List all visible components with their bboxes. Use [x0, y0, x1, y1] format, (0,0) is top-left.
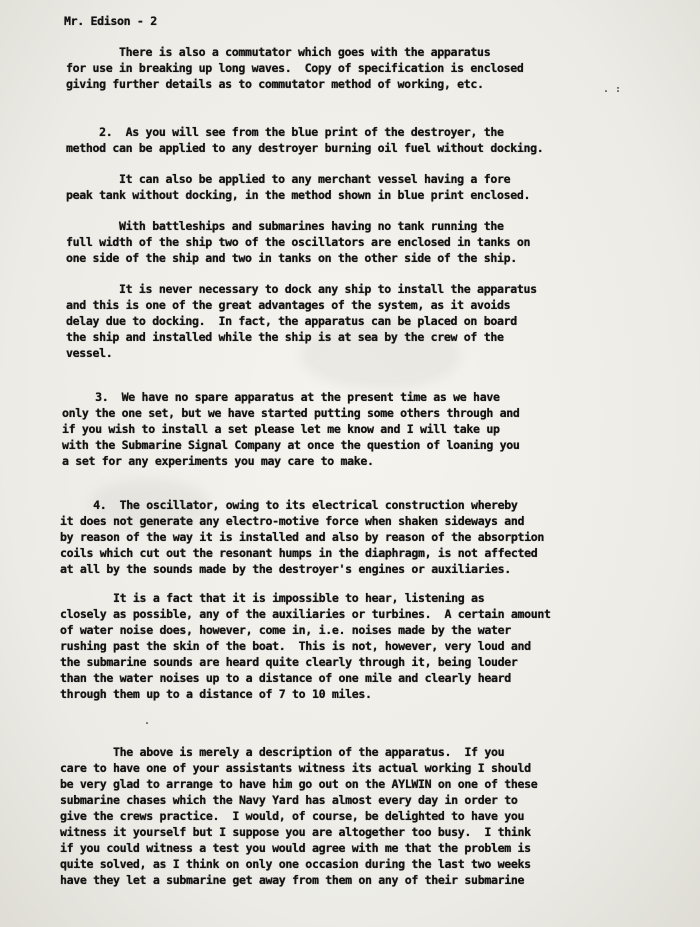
text-line: There is also a commutator which goes with the apparatus [66, 45, 491, 59]
text-line: It is a fact that it is impossible to hear, listening as [60, 591, 485, 605]
text-line: full width of the ship two of the oscillators are enclosed in tanks on [66, 235, 531, 249]
text-line: rushing past the skin of the boat. This is not, however, very loud and [60, 639, 531, 653]
text-line: With battleships and submarines having no tank running the [66, 219, 504, 233]
text-line: peak tank without docking, in the method shown in blue print enclosed. [66, 188, 531, 202]
text-line: witness it yourself but I suppose you are altogether too busy. I think [60, 825, 531, 839]
text-line: 2. As you will see from the blue print of the destroyer, the [66, 125, 504, 139]
text-line: be very glad to arrange to have him go out on the AYLWIN on one of these [60, 777, 538, 791]
text-line: a set for any experiments you may care to make. [62, 454, 374, 468]
text-line: only the one set, but we have started putting some others through and [62, 406, 520, 420]
text-line: 4. The oscillator, owing to its electrical construction whereby [60, 498, 518, 512]
text-line: for use in breaking up long waves. Copy of specification is enclosed [66, 61, 524, 75]
text-line: quite solved, as I think on only one occasion during the last two weeks [60, 857, 531, 871]
text-line: closely as possible, any of the auxiliaries or turbines. A certain amount [60, 607, 551, 621]
stray-mark: . : [603, 84, 622, 95]
text-line: It can also be applied to any merchant vessel having a fore [66, 172, 511, 186]
text-line: if you could witness a test you would agree with me that the problem is [60, 841, 531, 855]
text-line: submarine chases which the Navy Yard has almost every day in order to [60, 793, 518, 807]
text-line: the submarine sounds are heard quite clearly through it, being louder [60, 655, 518, 669]
text-line: through them up to a distance of 7 to 10 miles. [60, 687, 372, 701]
text-line: coils which cut out the resonant humps in the diaphragm, is not affected [60, 546, 538, 560]
text-line: the ship and installed while the ship is at sea by the crew of the [66, 330, 504, 344]
text-line: It is never necessary to dock any ship to install the apparatus [66, 282, 537, 296]
text-line: if you wish to install a set please let me know and I will take up [62, 422, 500, 436]
text-line: give the crews practice. I would, of course, be delighted to have you [60, 809, 525, 823]
text-line: by reason of the way it is installed and also by reason of the absorption [60, 530, 544, 544]
text-line: with the Submarine Signal Company at once the question of loaning you [62, 438, 520, 452]
text-line: giving further details as to commutator method of working, etc. [66, 77, 484, 91]
text-line: 3. We have no spare apparatus at the present time as we have [62, 390, 500, 404]
text-line: care to have one of your assistants witness its actual working I should [60, 761, 531, 775]
text-line: vessel. [66, 346, 113, 360]
stray-mark: . [144, 716, 151, 727]
text-line: and this is one of the great advantages of the system, as it avoids [66, 298, 511, 312]
text-line: than the water noises up to a distance of one mile and clearly heard [60, 671, 511, 685]
text-line: one side of the ship and two in tanks on the other side of the ship. [66, 251, 517, 265]
text-line: The above is merely a description of the apparatus. If you [60, 745, 505, 759]
text-line: at all by the sounds made by the destroyer's engines or auxiliaries. [60, 562, 511, 576]
text-line: it does not generate any electro-motive force when shaken sideways and [60, 514, 525, 528]
letter-header: Mr. Edison - 2 [64, 14, 157, 28]
text-line: of water noise does, however, come in, i.e. noises made by the water [60, 623, 511, 637]
text-line: have they let a submarine get away from them on any of their submarine [60, 873, 525, 887]
text-line: method can be applied to any destroyer burning oil fuel without docking. [66, 141, 544, 155]
text-line: delay due to docking. In fact, the apparatus can be placed on board [66, 314, 517, 328]
